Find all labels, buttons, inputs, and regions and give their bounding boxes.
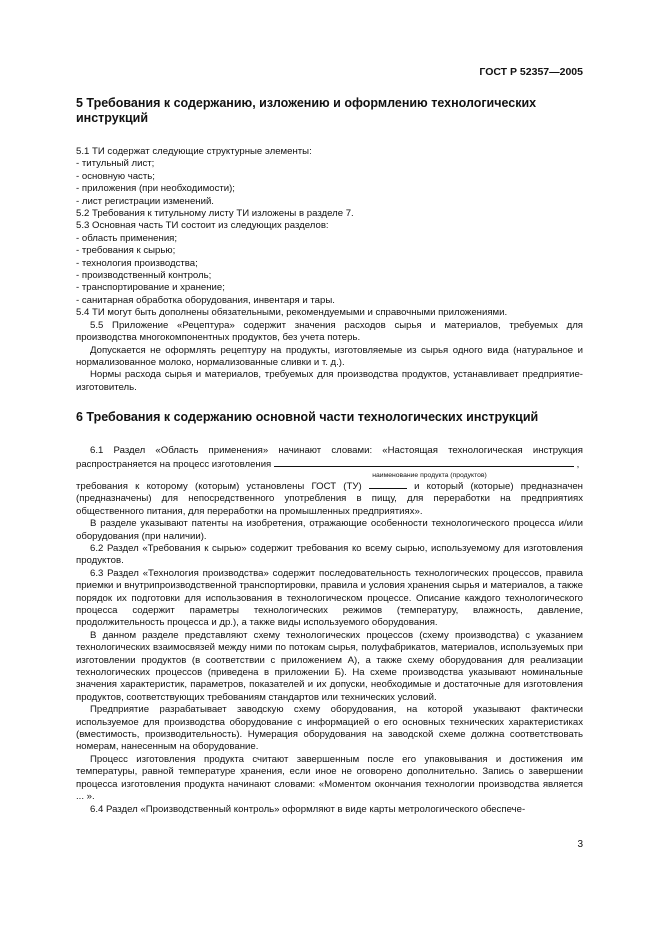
list-item: - основную часть; xyxy=(76,171,583,183)
section-5-title: 5 Требования к содержанию, изложению и оформлению технологических инструкций xyxy=(76,96,537,125)
list xyxy=(76,158,583,208)
paragraph: Процесс изготовления продукта считают завершенным после его упаковывания и достижения им температуры, равной температуре хранения, если иное не оговорено дополнительно. Запись о завершении процесса изготовления продукта начинают словами: «Моментом окончания технологии производства является ... ». xyxy=(76,753,583,803)
list-item: - требования к сырью; xyxy=(76,245,583,257)
document-id: ГОСТ Р 52357—2005 xyxy=(479,66,583,78)
list-item: - приложения (при необходимости); xyxy=(76,183,583,195)
list-item: - технология производства; xyxy=(76,258,583,270)
paragraph: Нормы расхода сырья и материалов, требуемых для производства продуктов, устанавливает предприятие-изготовитель. xyxy=(76,369,583,393)
paragraph: 5.1 ТИ содержат следующие структурные элементы: xyxy=(76,146,312,157)
list-item: - производственный контроль; xyxy=(76,270,583,282)
paragraph xyxy=(76,445,583,471)
text-run: и который (которые) предназначен (предназначены) для непосредственного употребления в пищу, для переработки на предприятиях общественного питания, для переработки на промышленных предприятиях». xyxy=(76,480,583,517)
list-item: - область применения; xyxy=(76,233,583,245)
section-6-body xyxy=(76,445,583,816)
paragraph: 6.3 Раздел «Технология производства» содержит последовательность технологических процессов, правила приемки и внутрипроизводственной транспортировки, правила и условия хранения сырья и материалов, а также порядок их подготовки для использования в технологическом процессе. Описание каждого технологического процесса содержит параметры технологических режимов (температуру, влажность, давление, продолжительность процесса и др.), а также виды используемого оборудования. xyxy=(76,567,583,629)
paragraph: 5.2 Требования к титульному листу ТИ изложены в разделе 7. xyxy=(76,208,354,220)
text-run: , xyxy=(576,458,580,470)
paragraph: Допускается не оформлять рецептуру на продукты, изготовляемые из сырья одного вида (натуральное и нормализованное молоко, нормализованные сливки и т. д.). xyxy=(76,344,583,368)
paragraph: В данном разделе представляют схему технологических процессов (схему производства) с указанием технологических взаимосвязей между ними по потокам сырья, полуфабрикатов, материалов, используемых при изготовлении продуктов (в соответствии с приложением А), а также схему оборудования для реализации технологических процессов (приведена в приложении Б). На схеме производства указывают номинальные значения характеристик, параметров, показателей и их допуски, необходимые и достаточные для изготовления продуктов, соответствующих требованиям стандартов или технических условий. xyxy=(76,629,583,703)
paragraph: 6.2 Раздел «Требования к сырью» содержит требования ко всему сырью, используемому для изготовления продуктов. xyxy=(76,542,583,567)
section-5-body xyxy=(76,146,583,394)
paragraph: 5.4 ТИ могут быть дополнены обязательными, рекомендуемыми и справочными приложениями. xyxy=(76,307,508,319)
fill-in-blank xyxy=(274,458,574,467)
page-number: 3 xyxy=(577,839,583,850)
paragraph xyxy=(76,480,583,518)
list-item: - лист регистрации изменений. xyxy=(76,196,583,208)
paragraph: 5.5 Приложение «Рецептура» содержит значения расходов сырья и материалов, требуемых для производства многокомпонентных продуктов, без учета потерь. xyxy=(76,319,583,344)
list xyxy=(76,233,583,307)
text-run: требования к которому (которым) установлены ГОСТ (ТУ) xyxy=(76,480,362,492)
list-item: - транспортирование и хранение; xyxy=(76,282,583,294)
list-item: - санитарная обработка оборудования, инвентаря и тары. xyxy=(76,295,583,307)
list-item: - титульный лист; xyxy=(76,158,583,170)
section-6-title: 6 Требования к содержанию основной части технологических инструкций xyxy=(76,410,539,425)
paragraph: 5.3 Основная часть ТИ состоит из следующих разделов: xyxy=(76,220,329,232)
paragraph: Предприятие разрабатывает заводскую схему оборудования, на которой указывают фактически используемое для производства оборудование с информацией о его основных технических характеристиках (вместимость, производительность). Нумерация оборудования на заводской схеме должна соответствовать номерам, нанесенным на оборудование. xyxy=(76,704,583,753)
blank-caption: наименование продукта (продуктов) xyxy=(372,471,487,479)
text-run: 6.1 Раздел «Область применения» начинают словами: «Настоящая технологическая инструкция распространяется на процесс изготовления xyxy=(76,445,583,470)
paragraph: В разделе указывают патенты на изобретения, отражающие особенности технологического процесса и/или оборудования (при наличии). xyxy=(76,518,583,542)
fill-in-blank xyxy=(369,480,407,489)
paragraph: 6.4 Раздел «Производственный контроль» оформляют в виде карты метрологического обеспече- xyxy=(90,803,526,815)
